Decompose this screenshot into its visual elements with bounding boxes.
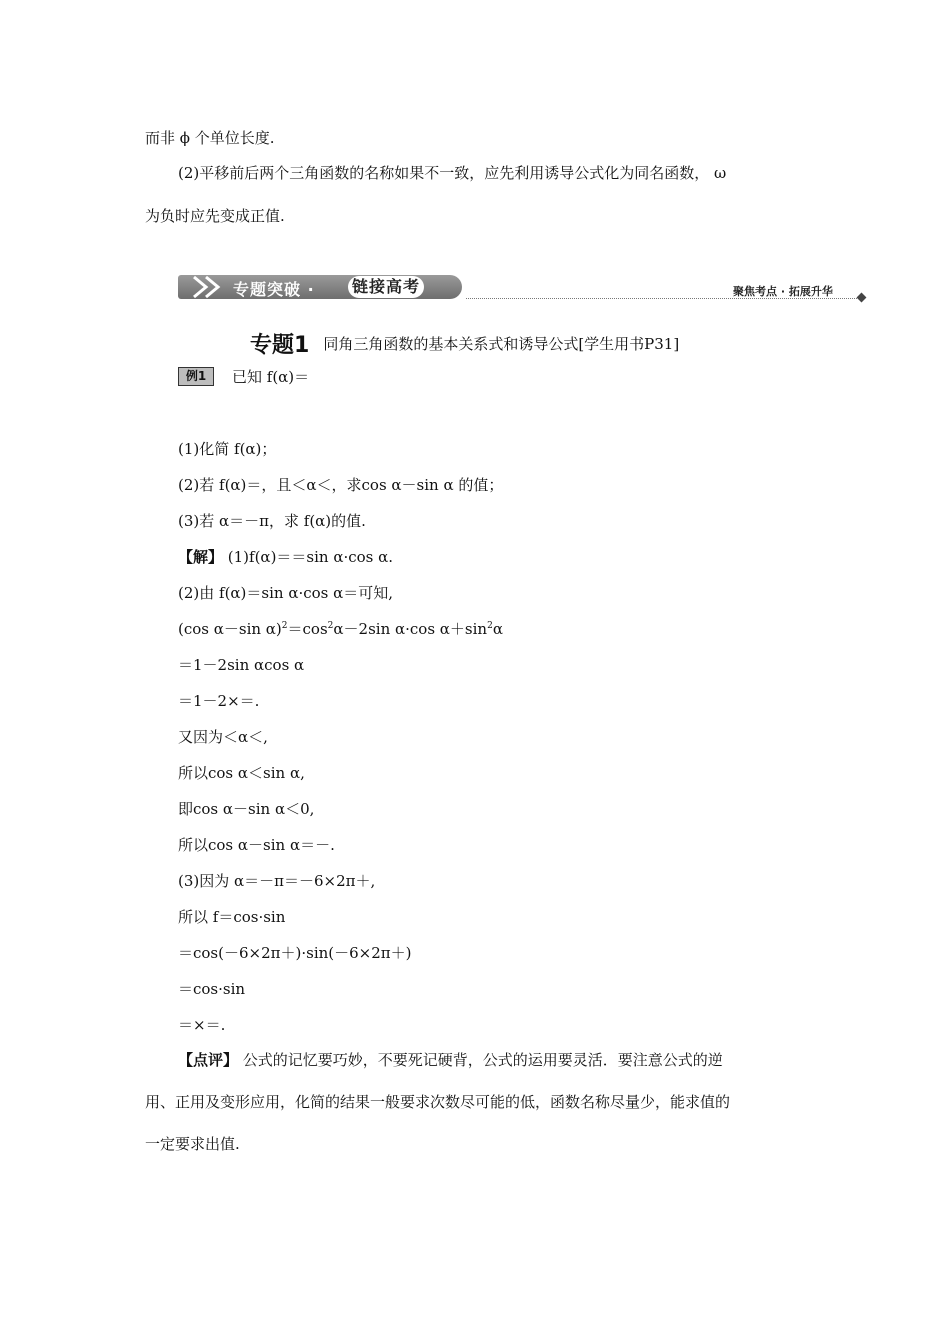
solution-line-4: ＝1－2sin αcos α <box>178 656 305 674</box>
section-banner <box>178 275 468 301</box>
solution-step-1: (1)f(α)＝＝sin α·cos α. <box>223 548 394 566</box>
s3-part-e: α－2sin α·cos α＋sin <box>333 620 488 638</box>
solution-line-1 <box>178 547 393 567</box>
banner-highlight: 链接高考 <box>348 276 424 298</box>
intro-line-1: 而非 ϕ 个单位长度. <box>145 129 275 147</box>
solution-line-11: 所以 f＝cos·sin <box>178 908 286 926</box>
banner-left-text: 专题突破 · <box>233 280 315 299</box>
intro-line-3: 为负时应先变成正值. <box>145 207 285 225</box>
solution-line-3 <box>178 619 503 639</box>
solution-line-5: ＝1－2×＝. <box>178 692 260 710</box>
comment-line-1 <box>178 1050 723 1070</box>
solution-line-13: ＝cos·sin <box>178 980 246 998</box>
topic-heading <box>250 328 679 359</box>
s3-sup-2: 2 <box>327 621 334 631</box>
example-stem: 已知 f(α)＝ <box>232 368 310 386</box>
solution-line-14: ＝×＝. <box>178 1016 226 1034</box>
comment-tag: 【点评】 <box>178 1051 239 1069</box>
solution-line-8: 即cos α－sin α＜0, <box>178 800 315 818</box>
diamond-icon <box>857 293 867 303</box>
solution-tag: 【解】 <box>178 548 224 566</box>
comment-line-2: 用、正用及变形应用，化简的结果一般要求次数尽可能的低，函数名称尽量少，能求值的 <box>145 1093 731 1111</box>
comment-text-1: 公式的记忆要巧妙，不要死记硬背，公式的运用要灵活．要注意公式的逆 <box>238 1051 723 1069</box>
banner-right-text: 聚焦考点 · 拓展升华 <box>733 285 833 298</box>
solution-line-9: 所以cos α－sin α＝－. <box>178 836 335 854</box>
solution-line-6: 又因为＜α＜, <box>178 728 268 746</box>
question-1: (1)化简 f(α)； <box>178 440 277 458</box>
s3-sup-3: 2 <box>487 621 493 631</box>
example-tag: 例1 <box>178 367 214 386</box>
s3-part-c: ＝cos <box>287 620 328 638</box>
comment-line-3: 一定要求出值. <box>145 1135 240 1153</box>
solution-line-12: ＝cos(－6×2π＋)·sin(－6×2π＋) <box>178 944 412 962</box>
double-chevron-icon <box>190 275 230 299</box>
question-3: (3)若 α＝－π，求 f(α)的值. <box>178 512 366 530</box>
solution-line-10: (3)因为 α＝－π＝－6×2π＋, <box>178 872 376 890</box>
question-2: (2)若 f(α)＝，且＜α＜，求cos α－sin α 的值； <box>178 476 504 494</box>
s3-part-a: (cos α－sin α) <box>178 620 282 638</box>
intro-line-2: (2)平移前后两个三角函数的名称如果不一致，应先利用诱导公式化为同名函数， ω <box>178 164 727 182</box>
topic-label: 专题1 <box>250 333 310 358</box>
topic-title: 同角三角函数的基本关系式和诱导公式[学生用书P31] <box>323 335 680 353</box>
s3-part-g: α <box>492 620 503 638</box>
solution-line-2: (2)由 f(α)＝sin α·cos α＝可知, <box>178 584 394 602</box>
solution-line-7: 所以cos α＜sin α, <box>178 764 305 782</box>
s3-sup-1: 2 <box>281 621 288 631</box>
